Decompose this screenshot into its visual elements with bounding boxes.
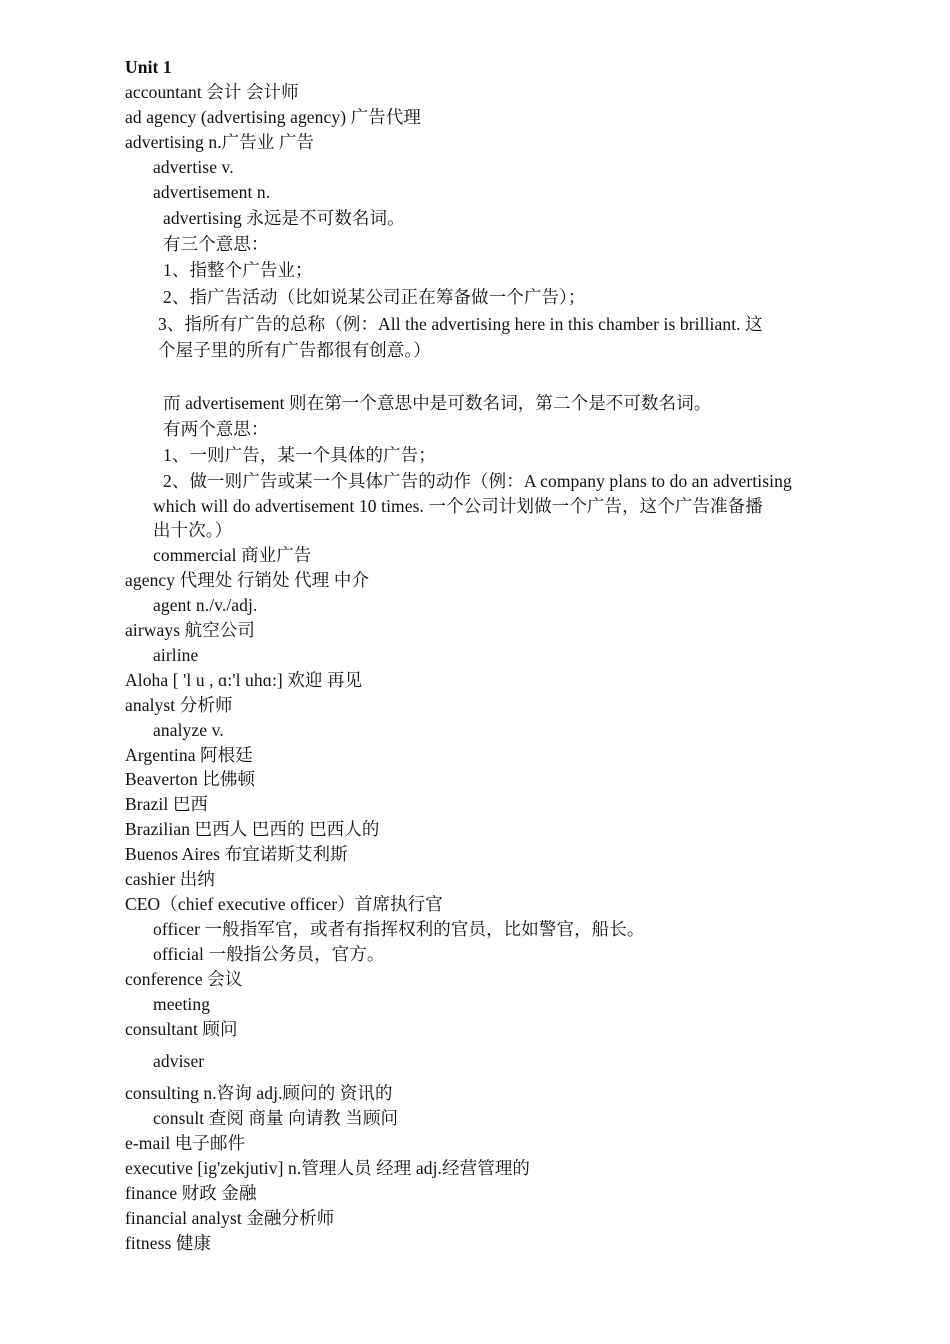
entry-consultant: consultant 顾问 (125, 1019, 238, 1039)
note-line: 有两个意思： (163, 419, 269, 439)
note-line: 个屋子里的所有广告都很有创意。） (158, 340, 431, 360)
entry-e-mail: e-mail 电子邮件 (125, 1133, 246, 1153)
note-line: 3、指所有广告的总称（例：All the advertising here in this chamber is brilliant. 这 (158, 314, 763, 334)
entry-consulting: consulting n.咨询 adj.顾问的 资讯的 (125, 1083, 393, 1103)
note-line: which will do advertisement 10 times. 一个公司计划做一个广告，这个广告准备播 (153, 496, 763, 516)
sub-meeting: meeting (153, 994, 211, 1014)
note-line: 有三个意思： (163, 234, 269, 254)
sub-officer: officer 一般指军官，或者有指挥权利的官员，比如警官，船长。 (153, 919, 645, 939)
entry-executive: executive [ig'zekjutiv] n.管理人员 经理 adj.经营管理的 (125, 1158, 531, 1178)
entry-beaverton: Beaverton 比佛顿 (125, 769, 256, 789)
note-line: advertising 永远是不可数名词。 (163, 208, 405, 228)
entry-buenos-aires: Buenos Aires 布宜诺斯艾利斯 (125, 844, 348, 864)
unit-title: Unit 1 (125, 57, 172, 77)
sub-commercial: commercial 商业广告 (153, 545, 312, 565)
entry-analyst: analyst 分析师 (125, 695, 233, 715)
entry-advertising: advertising n.广告业 广告 (125, 132, 315, 152)
entry-aloha: Aloha [ 'l u , ɑ:'l uhɑ:] 欢迎 再见 (125, 670, 363, 690)
sub-airline: airline (153, 645, 199, 665)
entry-finance: finance 财政 金融 (125, 1183, 257, 1203)
entry-ceo: CEO（chief executive officer）首席执行官 (125, 894, 443, 914)
entry-agency: agency 代理处 行销处 代理 中介 (125, 570, 370, 590)
sub-consult: consult 查阅 商量 向请教 当顾问 (153, 1108, 399, 1128)
sub-analyze: analyze v. (153, 720, 224, 740)
sub-advertisement: advertisement n. (153, 182, 271, 202)
note-line: 2、指广告活动（比如说某公司正在筹备做一个广告）； (163, 287, 586, 307)
entry-argentina: Argentina 阿根廷 (125, 745, 253, 765)
note-line: 而 advertisement 则在第一个意思中是可数名词，第二个是不可数名词。 (163, 393, 712, 413)
entry-airways: airways 航空公司 (125, 620, 255, 640)
entry-fitness: fitness 健康 (125, 1233, 212, 1253)
sub-agent: agent n./v./adj. (153, 595, 258, 615)
entry-financial-analyst: financial analyst 金融分析师 (125, 1208, 335, 1228)
entry-cashier: cashier 出纳 (125, 869, 215, 889)
sub-official: official 一般指公务员，官方。 (153, 944, 385, 964)
entry-brazilian: Brazilian 巴西人 巴西的 巴西人的 (125, 819, 380, 839)
entry-accountant: accountant 会计 会计师 (125, 82, 299, 102)
sub-advertise: advertise v. (153, 157, 234, 177)
note-line: 2、做一则广告或某一个具体广告的动作（例：A company plans to do an advertising (163, 471, 792, 491)
sub-adviser: adviser (153, 1051, 205, 1071)
note-line: 1、指整个广告业； (163, 260, 313, 280)
note-line: 出十次。） (153, 520, 233, 540)
entry-ad-agency: ad agency (advertising agency) 广告代理 (125, 107, 422, 127)
note-line: 1、一则广告，某一个具体的广告； (163, 445, 436, 465)
entry-conference: conference 会议 (125, 969, 243, 989)
entry-brazil: Brazil 巴西 (125, 794, 209, 814)
